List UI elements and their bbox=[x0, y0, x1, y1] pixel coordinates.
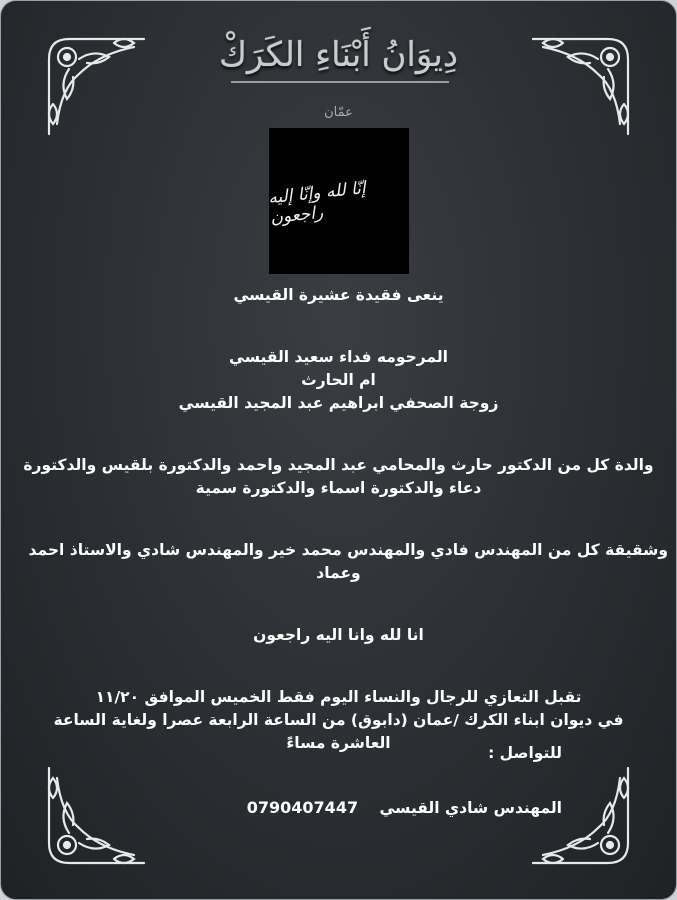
brand-title: دِيوَانُ أَبْنَاءِ الكَرَكْ bbox=[218, 35, 459, 75]
intro-line: ينعى فقيدة عشيرة القيسي bbox=[233, 286, 444, 304]
condolence-line-3: العاشرة مساءً bbox=[286, 734, 391, 752]
memorial-image bbox=[269, 128, 409, 274]
kunya-line: ام الحارث bbox=[301, 371, 376, 389]
brand-underline bbox=[231, 81, 449, 83]
mother-of-line-2: دعاء والدكتورة اسماء والدكتورة سمية bbox=[195, 479, 482, 497]
condolence-line-1: تقبل التعازي للرجال والنساء اليوم فقط الخميس الموافق ١١/٢٠ bbox=[95, 688, 582, 706]
calligraphy-caption: إنّا لله وإنّا إليه راجعون bbox=[267, 178, 367, 229]
sister-of-line-1: وشقيقة كل من المهندس فادي والمهندس محمد خير والمهندس شادي والاستاذ احمد bbox=[28, 541, 668, 559]
announcement-body bbox=[9, 284, 668, 755]
mother-of-line-1: والدة كل من الدكتور حارث والمحامي عبد المجيد واحمد والدكتورة بلقيس والدكتورة bbox=[23, 456, 654, 474]
contact-line bbox=[247, 798, 562, 817]
contact-phone[interactable]: 0790407447 bbox=[246, 798, 359, 817]
corner-ornament-icon bbox=[39, 763, 149, 873]
contact-label: للتواصل : bbox=[488, 744, 562, 762]
contact-person: المهندس شادي القيسي bbox=[379, 799, 562, 817]
condolence-line-2: في ديوان ابناء الكرك /عمان (دابوق) من الساعة الرابعة عصرا ولغاية الساعة bbox=[53, 711, 624, 729]
sister-of-line-2: وعماد bbox=[316, 564, 361, 582]
corner-ornament-icon bbox=[528, 763, 638, 873]
city-label: عمّان bbox=[324, 105, 353, 120]
spouse-line: زوجة الصحفي ابراهيم عبد المجيد القيسي bbox=[178, 394, 499, 412]
deceased-name: المرحومه فداء سعيد القيسي bbox=[229, 348, 448, 366]
verse-line: انا لله وانا اليه راجعون bbox=[253, 626, 424, 644]
